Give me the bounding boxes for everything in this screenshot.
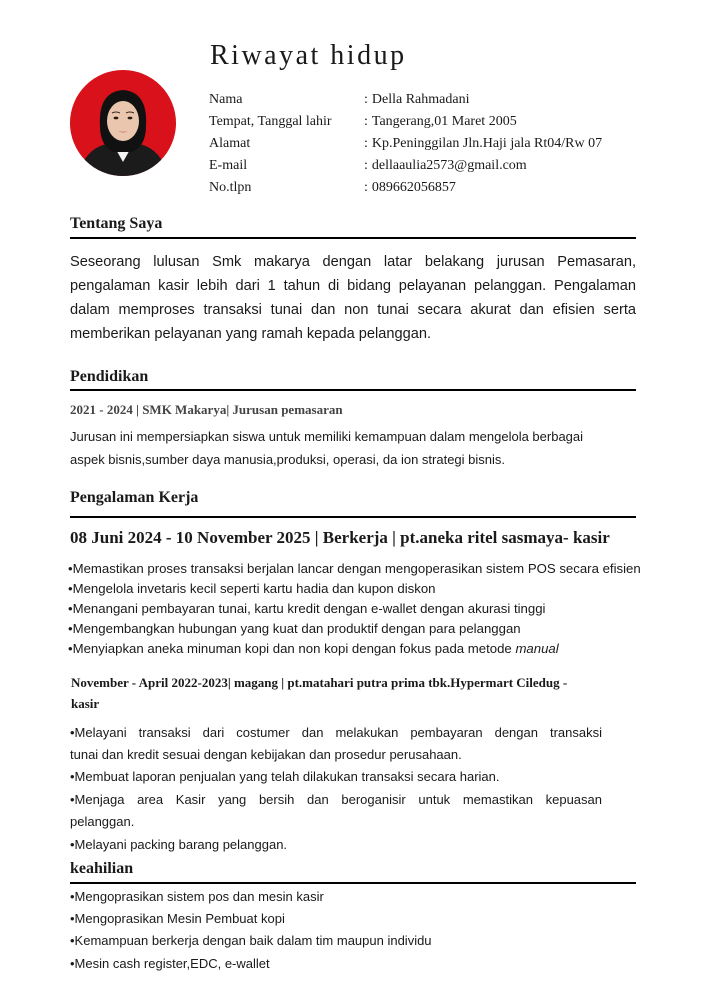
section-divider [70, 516, 636, 518]
info-value-name [364, 92, 469, 108]
job2-line: pelanggan. [70, 814, 135, 829]
education-description-line: Jurusan ini mempersiapkan siswa untuk memiliki kemampuan dalam mengelola berbagai [70, 429, 584, 444]
section-heading-experience: Pengalaman Kerja [70, 489, 199, 506]
info-colon: : [364, 92, 368, 107]
education-entry-title: 2021 - 2024 | SMK Makarya| Jurusan pemasaran [70, 402, 343, 417]
info-value-birth [364, 114, 517, 130]
info-colon: : [364, 136, 368, 151]
page-title: Riwayat hidup [210, 40, 407, 71]
section-heading-skills: keahilian [70, 860, 134, 877]
info-value-text: dellaaulia2573@gmail.com [371, 158, 527, 173]
about-line: pengalaman kasir lebih dari 1 tahun di bidang pelayanan pelanggan. Pengalaman [70, 278, 636, 294]
skill-item: •Kemampuan berkerja dengan baik dalam tim maupun individu [70, 933, 432, 948]
info-label-phone: No.tlpn [209, 180, 252, 195]
info-label-name: Nama [209, 92, 243, 107]
info-value-address [364, 136, 602, 152]
job1-bullet-text: •Menyiapkan aneka minuman kopi dan non kopi dengan fokus pada metode [68, 641, 516, 656]
job2-line: tunai dan kredit sesuai dengan kebijakan dan prosedur perusahaan. [70, 747, 462, 762]
skill-item: •Mengoprasikan sistem pos dan mesin kasir [70, 889, 324, 904]
job2-line: •Melayani transaksi dari costumer dan melakukan pembayaran dengan transaksi [70, 725, 602, 740]
info-value-phone [364, 180, 456, 196]
job1-bullet: •Mengembangkan hubungan yang kuat dan produktif dengan para pelanggan [68, 621, 521, 636]
section-heading-about: Tentang Saya [70, 215, 163, 232]
job1-bullet: •Mengelola invetaris kecil seperti kartu hadia dan kupon diskon [68, 581, 436, 596]
job-title-2: November - April 2022-2023| magang | pt.matahari putra prima tbk.Hypermart Ciledug - [71, 675, 568, 690]
job2-line: •Melayani packing barang pelanggan. [70, 837, 288, 852]
info-label-email: E-mail [209, 158, 248, 173]
section-divider [70, 237, 636, 239]
job1-bullet: •Memastikan proses transaksi berjalan lancar dengan mengoperasikan sistem POS secara efisien [68, 561, 641, 576]
info-value-text: Tangerang,01 Maret 2005 [371, 114, 517, 129]
education-description-line: aspek bisnis,sumber daya manusia,produksi, operasi, da ion strategi bisnis. [70, 452, 506, 467]
section-divider [70, 882, 636, 884]
info-colon: : [364, 180, 368, 195]
job2-line: •Menjaga area Kasir yang bersih dan beroganisir untuk memastikan kepuasan [70, 792, 602, 807]
info-label-address: Alamat [209, 136, 251, 151]
about-line: memberikan pelayanan yang ramah kepada pelanggan. [70, 326, 432, 342]
info-value-text: Della Rahmadani [371, 92, 470, 107]
info-label-birth: Tempat, Tanggal lahir [209, 114, 332, 129]
info-colon: : [364, 114, 368, 129]
section-heading-education: Pendidikan [70, 368, 149, 385]
job1-bullet: •Menangani pembayaran tunai, kartu kredit dengan e-wallet dengan akurasi tinggi [68, 601, 546, 616]
job-title-2-cont: kasir [71, 696, 100, 711]
info-value-email [364, 158, 527, 174]
info-colon: : [364, 158, 368, 173]
info-value-text: Kp.Peninggilan Jln.Haji jala Rt04/Rw 07 [371, 136, 603, 151]
job1-bullet-last [68, 641, 559, 656]
about-line: dalam memproses transaksi tunai dan non tunai secara akurat dan efisien serta [70, 302, 636, 318]
skill-item: •Mesin cash register,EDC, e-wallet [70, 956, 270, 971]
profile-photo-illustration [70, 70, 176, 176]
info-value-text: 089662056857 [371, 180, 456, 195]
job2-line: •Membuat laporan penjualan yang telah dilakukan transaksi secara harian. [70, 769, 500, 784]
job-title-1: 08 Juni 2024 - 10 November 2025 | Berkerja | pt.aneka ritel sasmaya- kasir [70, 528, 610, 547]
about-line: Seseorang lulusan Smk makarya dengan latar belakang jurusan Pemasaran, [70, 254, 636, 270]
profile-photo [70, 70, 176, 176]
skill-item: •Mengoprasikan Mesin Pembuat kopi [70, 911, 285, 926]
job1-bullet-italic: manual [515, 641, 559, 656]
section-divider [70, 389, 636, 391]
